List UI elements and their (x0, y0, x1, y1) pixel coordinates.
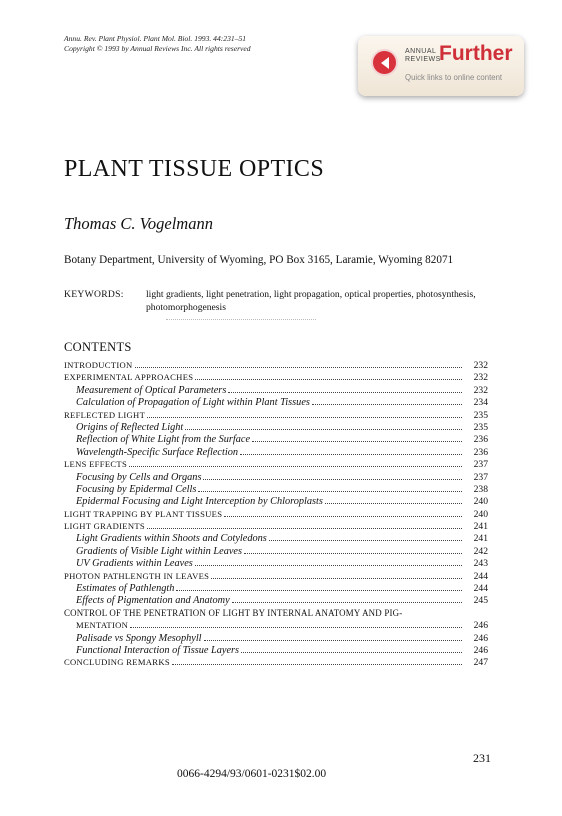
article-title: PLANT TISSUE OPTICS (64, 156, 325, 182)
author-affiliation: Botany Department, University of Wyoming, PO Box 3165, Laramie, Wyoming 82071 (64, 254, 454, 266)
toc-entry-title: PHOTON PATHLENGTH IN LEAVES (64, 570, 210, 581)
toc-leader-dots (244, 552, 462, 554)
citation-line: Annu. Rev. Plant Physiol. Plant Mol. Biol. 1993. 44:231–51 (64, 34, 247, 43)
toc-entry[interactable] (64, 608, 488, 620)
toc-entry[interactable] (64, 583, 488, 595)
toc-entry-page: 234 (473, 397, 488, 409)
toc-leader-dots (203, 478, 462, 480)
toc-entry-title: UV Gradients within Leaves (76, 558, 193, 570)
toc-entry[interactable] (64, 558, 488, 570)
toc-leader-dots (325, 502, 462, 504)
toc-entry-page: 243 (473, 558, 488, 570)
toc-entry-page: 240 (473, 496, 488, 508)
toc-entry-title: MENTATION (76, 620, 129, 631)
toc-leader-dots (129, 465, 462, 467)
further-label: Further (439, 42, 513, 65)
keywords-label: KEYWORDS: (64, 289, 124, 300)
toc-entry-page: 246 (473, 632, 488, 644)
toc-leader-dots (135, 366, 462, 368)
toc-entry-title: Palisade vs Spongy Mesophyll (76, 632, 202, 644)
toc-entry[interactable] (64, 521, 488, 533)
toc-entry-title: REFLECTED LIGHT (64, 409, 146, 420)
toc-entry[interactable] (64, 459, 488, 471)
toc-entry-title: INTRODUCTION (64, 360, 133, 370)
toc-entry-title: Origins of Reflected Light (76, 421, 184, 433)
toc-leader-dots (172, 663, 462, 665)
toc-entry[interactable] (64, 397, 488, 409)
toc-entry-page: 236 (473, 434, 488, 446)
further-links-badge[interactable] (358, 36, 524, 96)
quick-links-text: Quick links to online content (405, 73, 503, 82)
toc-entry-title: Light Gradients within Shoots and Cotyledons (76, 533, 267, 545)
toc-entry-page: 240 (473, 508, 488, 520)
toc-entry[interactable] (64, 422, 488, 434)
toc-entry-title: LIGHT TRAPPING BY PLANT TISSUES (64, 508, 223, 519)
back-arrow-icon (371, 49, 398, 76)
toc-leader-dots (130, 626, 462, 628)
toc-entry[interactable] (64, 434, 488, 446)
toc-leader-dots (195, 378, 462, 380)
toc-entry[interactable] (64, 372, 488, 384)
toc-leader-dots (185, 428, 462, 430)
toc-entry-page: 237 (473, 471, 488, 483)
toc-entry-title: EXPERIMENTAL APPROACHES (64, 372, 194, 383)
toc-entry[interactable] (64, 385, 488, 397)
toc-entry-page: 235 (473, 421, 488, 433)
toc-leader-dots (312, 403, 462, 405)
toc-entry-page: 245 (473, 595, 488, 607)
toc-entry-page: 244 (473, 570, 488, 582)
toc-entry[interactable] (64, 533, 488, 545)
toc-entry-title: Effects of Pigmentation and Anatomy (76, 595, 230, 607)
toc-leader-dots (211, 577, 462, 579)
toc-entry-page: 232 (473, 372, 488, 384)
toc-entry[interactable] (64, 657, 488, 669)
toc-entry-page: 241 (473, 521, 488, 533)
article-code: 0066-4294/93/0601-0231$02.00 (177, 768, 327, 780)
toc-entry[interactable] (64, 360, 488, 372)
toc-entry[interactable] (64, 410, 488, 422)
keywords-divider (166, 319, 316, 320)
toc-entry-page: 246 (473, 620, 488, 632)
toc-entry[interactable] (64, 509, 488, 521)
toc-entry-title: Wavelength-Specific Surface Reflection (76, 446, 239, 458)
toc-entry-page: 238 (473, 483, 488, 495)
toc-entry-page: 232 (473, 360, 488, 371)
toc-entry[interactable] (64, 620, 488, 632)
toc-entry-page: 236 (473, 446, 488, 458)
toc-entry[interactable] (64, 645, 488, 657)
toc-leader-dots (198, 490, 462, 492)
toc-entry-title: Focusing by Cells and Organs (76, 471, 202, 483)
toc-entry-page: 241 (473, 533, 488, 545)
toc-leader-dots (232, 601, 462, 603)
contents-heading: CONTENTS (64, 340, 132, 354)
toc-entry[interactable] (64, 472, 488, 484)
toc-leader-dots (228, 391, 462, 393)
toc-entry[interactable] (64, 546, 488, 558)
toc-entry-page: 237 (473, 459, 488, 471)
toc-entry-title: Epidermal Focusing and Light Interception by Chloroplasts (76, 496, 323, 508)
toc-leader-dots (147, 527, 462, 529)
toc-entry-title: CONCLUDING REMARKS (64, 657, 170, 668)
toc-entry-title: Estimates of Pathlength (76, 583, 175, 595)
toc-entry-page: 246 (473, 644, 488, 656)
toc-leader-dots (224, 515, 462, 517)
toc-leader-dots (240, 453, 462, 455)
toc-entry[interactable] (64, 633, 488, 645)
toc-entry-title: CONTROL OF THE PENETRATION OF LIGHT BY INTERNAL ANATOMY AND PIG- (64, 607, 403, 618)
toc-entry-title: Reflection of White Light from the Surface (76, 434, 251, 446)
toc-entry-page: 242 (473, 545, 488, 557)
toc-entry-title: Calculation of Propagation of Light within Plant Tissues (76, 397, 310, 409)
table-of-contents (64, 360, 488, 670)
toc-entry[interactable] (64, 571, 488, 583)
toc-leader-dots (176, 589, 462, 591)
keywords-text: light gradients, light penetration, light propagation, optical properties, photosynthesis, photomorphogenesis (146, 289, 476, 313)
toc-entry-title: Measurement of Optical Parameters (76, 384, 227, 396)
toc-entry-title: Focusing by Epidermal Cells (76, 483, 197, 495)
toc-entry-page: 244 (473, 583, 488, 595)
toc-entry[interactable] (64, 595, 488, 607)
copyright-line: Copyright © 1993 by Annual Reviews Inc. All rights reserved (64, 44, 251, 53)
toc-leader-dots (147, 416, 462, 418)
toc-entry-page: 247 (473, 657, 488, 669)
toc-leader-dots (252, 440, 462, 442)
page-number: 231 (473, 751, 491, 765)
toc-entry[interactable] (64, 447, 488, 459)
toc-leader-dots (269, 539, 462, 541)
toc-entry-title: Gradients of Visible Light within Leaves (76, 545, 242, 557)
toc-entry-title: Functional Interaction of Tissue Layers (76, 644, 240, 656)
toc-entry[interactable] (64, 484, 488, 496)
annual-reviews-logo: ANNUAL REVIEWS (405, 48, 441, 63)
toc-leader-dots (204, 639, 462, 641)
toc-entry-page: 232 (473, 384, 488, 396)
author-name: Thomas C. Vogelmann (64, 214, 213, 233)
toc-leader-dots (241, 651, 462, 653)
journal-citation (64, 34, 251, 54)
toc-entry[interactable] (64, 496, 488, 508)
toc-entry-title: LENS EFFECTS (64, 459, 128, 470)
toc-entry-title: LIGHT GRADIENTS (64, 521, 145, 532)
toc-leader-dots (195, 564, 462, 566)
toc-entry-page: 235 (473, 409, 488, 421)
